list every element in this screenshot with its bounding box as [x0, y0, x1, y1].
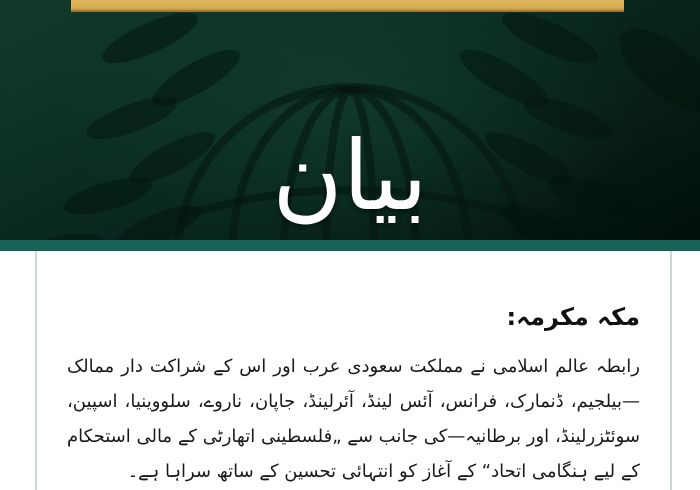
document-body-area [0, 251, 700, 490]
gold-accent-bar [71, 0, 624, 12]
statement-title: بيان [272, 120, 428, 232]
document-card-inner [37, 251, 670, 489]
document-card [35, 251, 672, 490]
location-heading: مکہ مکرمہ: [506, 303, 640, 331]
header-banner [0, 0, 700, 240]
statement-paragraph: رابطہ عالم اسلامی نے مملکت سعودی عرب اور اس کے شراکت دار ممالک—بیلجیم، ڈنمارک، فرانس، آئس لینڈ، آئرلینڈ، جاپان، ناروے، سلووینیا، اسپین، سوئٹزرلینڈ، اور برطانیہ—کی جانب سے „فلسطینی اتھارٹی کے مالی استحکام کے لیے ہنگامی اتحاد“ کے آغاز کو انتہائی تحسین کے ساتھ سراہا ہے۔ [67, 356, 640, 483]
teal-divider-band [0, 240, 700, 251]
